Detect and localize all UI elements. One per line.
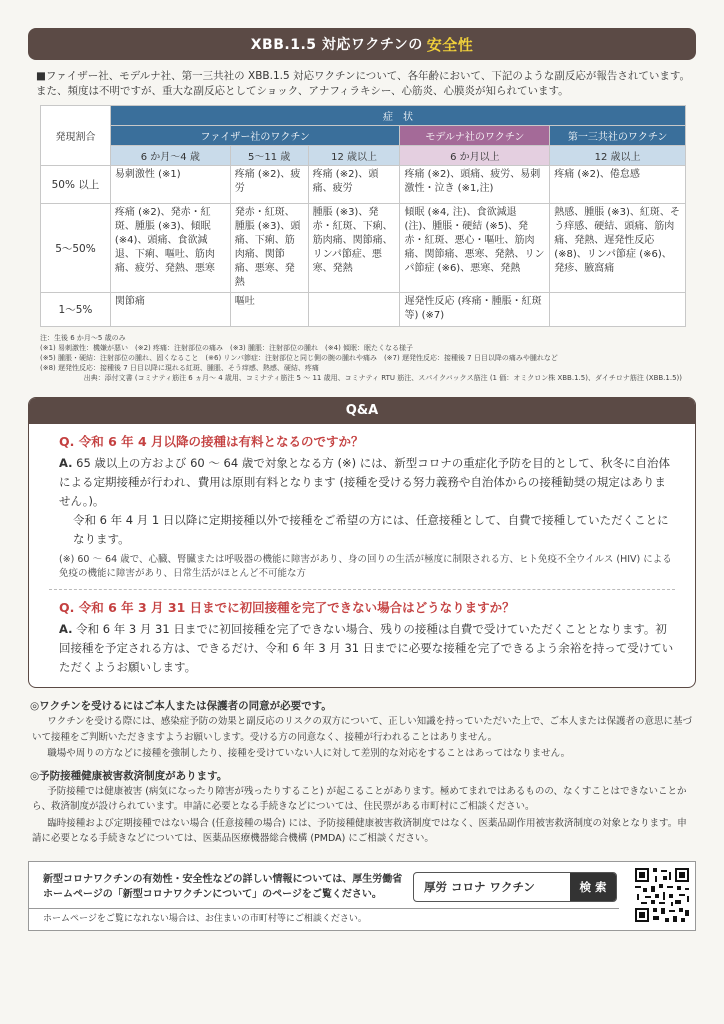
note-line: 注：生後 6 か月～5 歳のみ [40, 334, 126, 342]
side-effects-table [40, 105, 686, 327]
intro-line-1: ■ファイザー社、モデルナ社、第一三共社の XBB.1.5 対応ワクチンについて、各年齢において、下記のような副反応が報告されています。 [36, 70, 690, 82]
consent-title: ◎ワクチンを受けるにはご本人または保護者の同意が必要です。 [30, 700, 332, 712]
info-text [43, 872, 402, 902]
answer-1-paragraph-2: 令和 6 年 4 月 1 日以降に定期接種以外で接種をご希望の方には、任意接種として、自費で接種していただくことになります。 [73, 513, 669, 546]
table-cell: 熱感、腫脹 (※3)、紅斑、そう痒感、硬結、頭痛、筋肉痛、発熱、遅発性反応 (※8)、リンパ節症 (※6)、発疹、腋窩痛 [550, 204, 686, 293]
title-prefix: XBB.1.5 対応ワクチンの [250, 37, 423, 53]
table-cell: 易刺激性 (※1) [110, 166, 230, 204]
question-1: Q. 令和 6 年 4 月以降の接種は有料となるのですか？ [59, 434, 364, 449]
answer-2-paragraph: 令和 6 年 3 月 31 日までに初回接種を完了できない場合、残りの接種は自費で受けていただくこととなります。初回接種を予定される方は、できるだけ、令和 6 年 3 月 31 日までに必要な接種を完了できるよう余裕を持って受けていただくようお願いします。 [59, 622, 674, 674]
note-line: (※8) 遅発性反応：接種後 7 日目以降に現れる紅斑、腫脹、そう痒感、熱感、硬結、疼痛 [40, 364, 319, 372]
rate-cell: 50% 以上 [41, 166, 111, 204]
age-header: 12 歳以上 [308, 146, 400, 166]
table-cell [308, 293, 400, 327]
relief-section [30, 768, 696, 847]
table-cell: 疼痛 (※2)、頭痛、疲労 [308, 166, 400, 204]
info-footer: ホームページをご覧になれない場合は、お住まいの市町村等にご相談ください。 [29, 908, 619, 929]
relief-paragraph-2: 臨時接種および定期接種ではない場合 (任意接種の場合) には、予防接種健康被害救済制度ではなく、医薬品副作用被害救済制度の対象となります。申請に必要となる手続きなどについては、医薬品医療機器総合機構 (PMDA) にご相談ください。 [32, 817, 687, 844]
age-header: 6 か月以上 [400, 146, 550, 166]
table-cell: 腫脹 (※3)、発赤・紅斑、下痢、筋肉痛、関節痛、リンパ節症、悪寒、発熱 [308, 204, 400, 293]
consent-section [30, 698, 696, 762]
search-keyword[interactable]: 厚労 コロナ ワクチン [424, 879, 535, 894]
source-citation: 出典：添付文書 (コミナティ筋注 6 ヵ月～ 4 歳用、コミナティ筋注 5 ～ 11 歳用、コミナティ RTU 筋注、スパイクバックス筋注 (1 価：オミクロン株 XBB.1.5)、ダイチロナ筋注 (XBB.1.5)) [83, 374, 682, 382]
age-header: 12 歳以上 [550, 146, 686, 166]
answer-1-note: (※) 60 ～ 64 歳で、心臓、腎臓または呼吸器の機能に障害があり、身の回りの生活が極度に制限される方、ヒト免疫不全ウイルス (HIV) による免疫の機能に障害があり、日常生活がほとんど不可能な方 [59, 554, 672, 579]
divider [49, 589, 675, 590]
rate-cell: 1～5% [41, 293, 111, 327]
qr-code-icon[interactable] [633, 866, 691, 924]
question-2: Q. 令和 6 年 3 月 31 日までに初回接種を完了できない場合はどうなりますか？ [59, 600, 515, 615]
consent-paragraph-2: 職場や周りの方などに接種を強制したり、接種を受けていない人に対して差別的な対応をすることはあってはなりません。 [47, 748, 571, 759]
intro-line-2: また、頻度は不明ですが、重大な副反応としてショック、アナフィラキシー、心筋炎、心膜炎が知られています。 [36, 85, 569, 97]
title-highlight: 安全性 [426, 35, 474, 54]
info-box [28, 861, 696, 931]
note-line: (※5) 腫脹・硬結：注射部位の腫れ、固くなること (※6) リンパ節症：注射部位と同じ側の腕の腫れや痛み (※7) 遅発性反応：接種後 7 日目以降の痛みや腫れなど [40, 354, 558, 362]
search-box[interactable] [413, 872, 617, 902]
maker-daiichi: 第一三共社のワクチン [550, 126, 686, 146]
answer-2 [59, 620, 677, 677]
maker-pfizer: ファイザー社のワクチン [110, 126, 400, 146]
intro-text [36, 69, 690, 99]
leaflet-page [28, 28, 696, 931]
section-title-safety [28, 28, 696, 60]
symptom-header: 症 状 [110, 106, 685, 126]
table-cell: 疼痛 (※2)、発赤・紅斑、腫脹 (※3)、傾眠 (※4)、頭痛、食欲減退、下痢、嘔吐、筋肉痛、疲労、発熱、悪寒 [110, 204, 230, 293]
rate-cell: 5～50% [41, 204, 111, 293]
answer-label: A. [59, 456, 73, 470]
age-header: 5～11 歳 [230, 146, 308, 166]
table-cell: 疼痛 (※2)、倦怠感 [550, 166, 686, 204]
table-cell: 疼痛 (※2)、疲労 [230, 166, 308, 204]
search-button[interactable]: 検 索 [570, 873, 616, 901]
relief-title: ◎予防接種健康被害救済制度があります。 [30, 769, 228, 782]
answer-1-paragraph-1: 65 歳以上の方および 60 ～ 64 歳で対象となる方 (※) には、新型コロナの重症化予防を目的として、秋冬に自治体による定期接種が行われ、費用は原則有料となります (接種を受ける努力義務や自治体からの接種勧奨の規定はありません。)。 [59, 456, 671, 508]
table-cell: 嘔吐 [230, 293, 308, 327]
table-cell: 疼痛 (※2)、頭痛、疲労、易刺激性・泣き (※1,注) [400, 166, 550, 204]
consent-paragraph-1: ワクチンを受ける際には、感染症予防の効果と副反応のリスクの双方について、正しい知識を持っていただいた上で、ご本人または保護者の意思に基づいて接種をご判断いただきますようお願いします。受ける方の同意なく、接種が行われることはありません。 [32, 716, 692, 743]
maker-moderna: モデルナ社のワクチン [400, 126, 550, 146]
rate-header: 発現割合 [41, 106, 111, 166]
answer-1 [59, 454, 677, 549]
qa-header: Q&A [29, 398, 695, 424]
info-line-2: ホームページの「新型コロナワクチンについて」のページをご覧ください。 [43, 888, 382, 900]
table-cell [550, 293, 686, 327]
table-cell: 傾眠 (※4, 注)、食欲減退 (注)、腫脹・硬結 (※5)、発赤・紅斑、悪心・嘔吐、筋肉痛、関節痛、悪寒、発熱、リンパ節症 (※6)、悪寒、発熱 [400, 204, 550, 293]
note-line: (※1) 易刺激性：機嫌が悪い (※2) 疼痛：注射部位の痛み (※3) 腫脹：注射部位の腫れ (※4) 傾眠：眠たくなる様子 [40, 344, 414, 352]
table-cell: 関節痛 [110, 293, 230, 327]
answer-label: A. [59, 622, 73, 636]
info-line-1: 新型コロナワクチンの有効性・安全性などの詳しい情報については、厚生労働省 [43, 873, 403, 885]
table-cell: 発赤・紅斑、腫脹 (※3)、頭痛、下痢、筋肉痛、関節痛、悪寒、発熱 [230, 204, 308, 293]
table-cell: 遅発性反応 (疼痛・腫脹・紅斑等) (※7) [400, 293, 550, 327]
relief-paragraph-1: 予防接種では健康被害 (病気になったり障害が残ったりすること) が起こることがあります。極めてまれではあるものの、なくすことはできないことから、救済制度が設けられています。申請に必要となる手続きなどについては、住民票がある市町村にご相談ください。 [32, 785, 687, 812]
table-notes [40, 333, 696, 383]
qa-section [28, 397, 696, 688]
age-header: 6 か月～4 歳 [110, 146, 230, 166]
